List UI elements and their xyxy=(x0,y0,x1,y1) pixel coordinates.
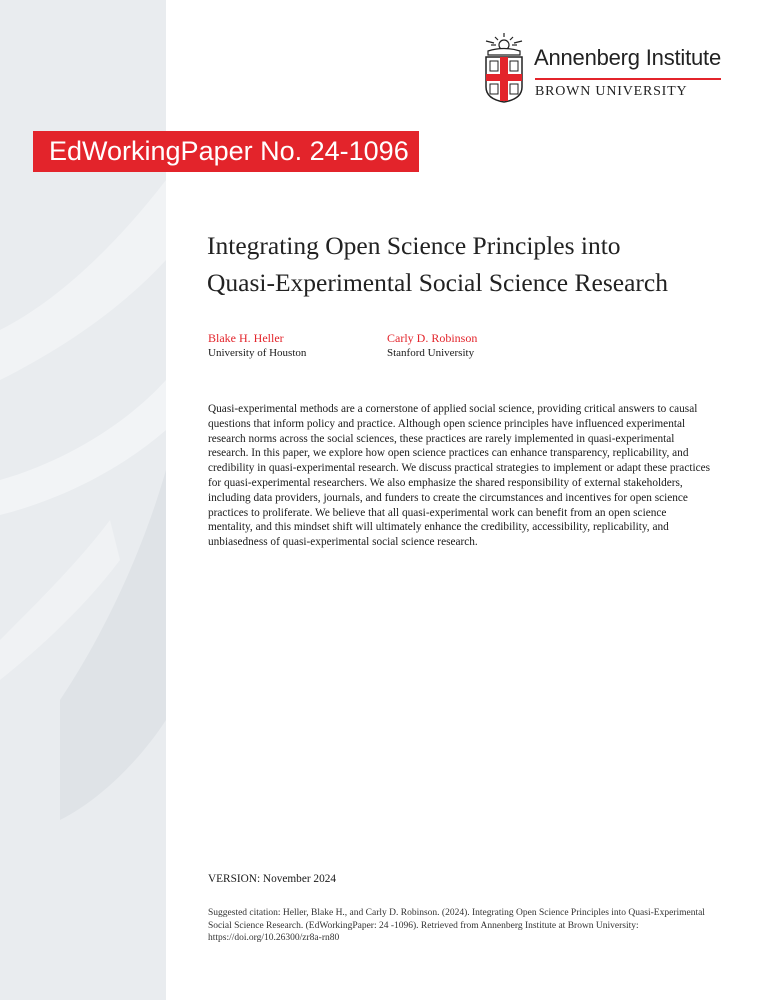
annenberg-logo xyxy=(482,31,727,105)
author-affiliation: University of Houston xyxy=(208,347,307,359)
abstract-line: unbiasedness of quasi-experimental social science research. xyxy=(208,536,478,549)
abstract xyxy=(208,402,738,550)
author-name: Blake H. Heller xyxy=(208,331,284,345)
brown-university-shield-icon xyxy=(482,31,526,103)
version-note: VERSION: November 2024 xyxy=(208,873,337,885)
citation-line: Social Science Research. (EdWorkingPaper: 24 -1096). Retrieved from Annenberg Institute at Brown University: xyxy=(208,920,639,931)
logo-divider xyxy=(535,78,721,80)
author-affiliation: Stanford University xyxy=(387,347,475,359)
abstract-line: research norms across the social sciences, these practices are rarely implemented in quasi-experimental xyxy=(208,432,675,445)
paper-title xyxy=(207,227,727,301)
doi-link[interactable]: https://doi.org/10.26300/zr8a-rn80 xyxy=(208,933,340,943)
abstract-line: credibility in quasi-experimental research. We discuss practical strategies to implement or adapt these practices xyxy=(208,462,711,475)
abstract-line: Quasi-experimental methods are a cornerstone of applied social science, providing critical answers to causal xyxy=(208,403,698,415)
abstract-line: practices to proliferate. We believe that all quasi-experimental work can benefit from an open science xyxy=(208,506,667,519)
author-name: Carly D. Robinson xyxy=(387,331,478,345)
abstract-line: mentality, and this mindset shift will ultimately enhance the credibility, accessibility, replicability, and xyxy=(208,521,669,534)
university-name: BROWN UNIVERSITY xyxy=(535,84,688,99)
abstract-line: including data providers, journals, and funders to create the circumstances and incentives for open science xyxy=(208,491,688,504)
abstract-line: for quasi-experimental researchers. We also emphasize the shared responsibility of external stakeholders, xyxy=(208,476,683,489)
citation-line: Suggested citation: Heller, Blake H., and Carly D. Robinson. (2024). Integrating Open Science Principles into Quasi-Experimental xyxy=(208,908,705,918)
working-paper-banner: EdWorkingPaper No. 24-1096 xyxy=(33,131,419,172)
author-block xyxy=(387,331,477,361)
title-line: Integrating Open Science Principles into xyxy=(207,231,621,260)
suggested-citation xyxy=(208,907,748,945)
title-line: Quasi-Experimental Social Science Research xyxy=(207,268,668,297)
institute-name: Annenberg Institute xyxy=(534,45,722,70)
author-block xyxy=(208,331,306,361)
abstract-line: questions that inform policy and practice. Although open science principles have influenced experimental xyxy=(208,417,686,430)
abstract-line: research. In this paper, we explore how open science practices can enhance transparency, replicability, and xyxy=(208,447,689,460)
